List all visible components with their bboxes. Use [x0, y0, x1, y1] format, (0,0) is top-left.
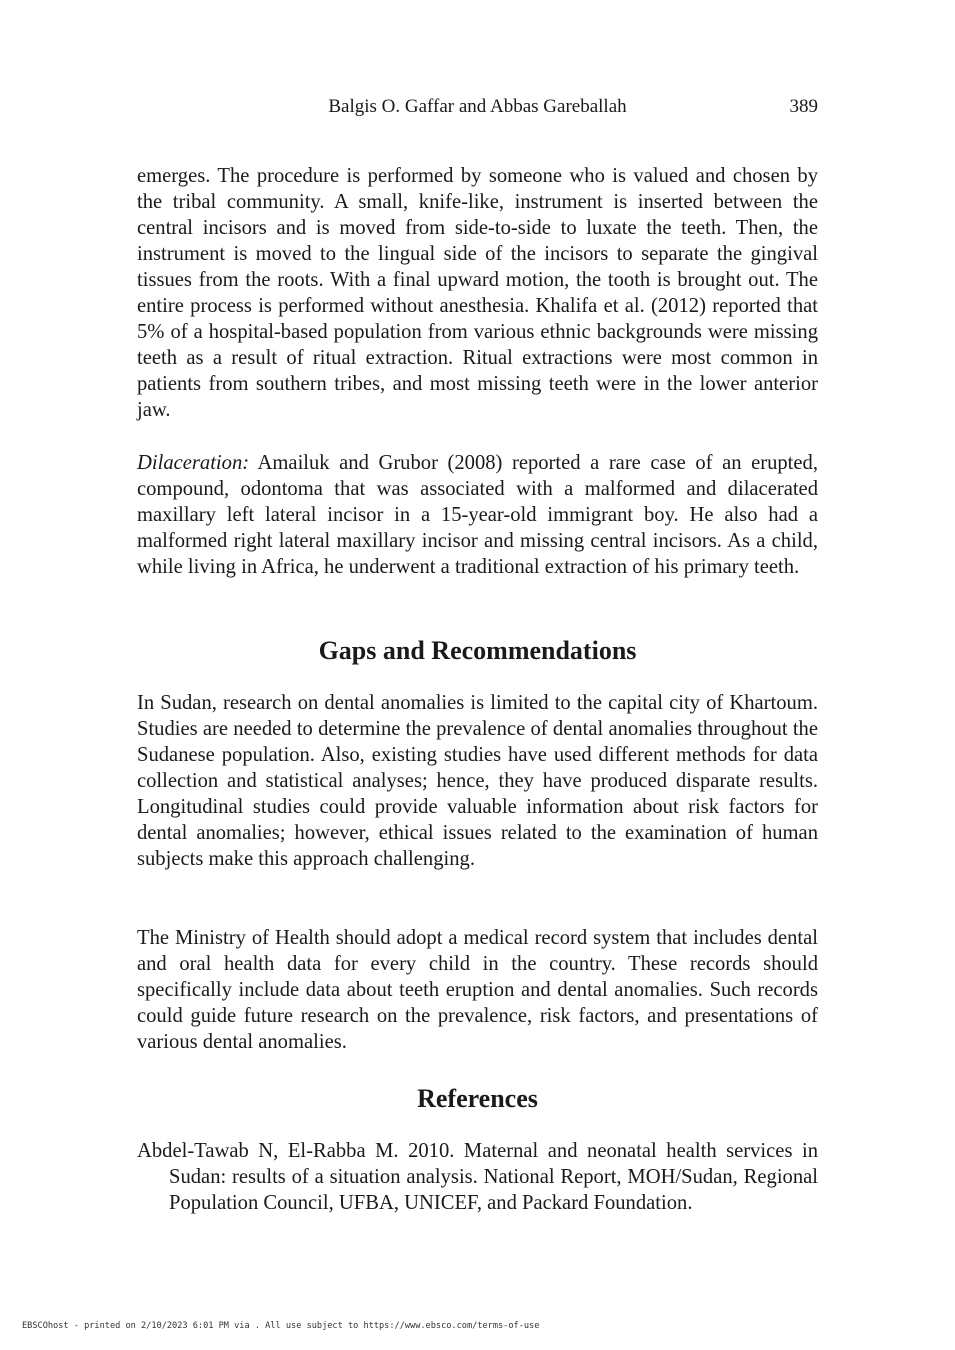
paragraph-sudan-research: In Sudan, research on dental anomalies is limited to the capital city of Khartoum. Studies are needed to determine the prevalence of dental anomalies throughout the Sudanese population. Also, existing studies have used different methods for data collection and statistical analyses; hence, they have produced disparate results. Longitudinal studies could provide valuable information about risk factors for dental anomalies; however, ethical issues related to the examination of human subjects make this approach challenging. [137, 692, 818, 870]
running-head [137, 96, 818, 120]
paragraph-dilaceration-text: Amailuk and Grubor (2008) reported a rare case of an erupted, compound, odontoma that was associated with a malformed and dilacerated maxillary left lateral incisor in a 15-year-old immigrant boy. He also had a malformed right lateral maxillary incisor and missing central incisors. As a child, while living in Africa, he underwent a traditional extraction of his primary teeth. [137, 452, 818, 578]
paragraph-ritual-extraction: emerges. The procedure is performed by someone who is valued and chosen by the tribal community. A small, knife-like, instrument is inserted between the central incisors and is moved from side-to-side to luxate the teeth. Then, the instrument is moved to the lingual side of the incisors to separate the gingival tissues from the roots. With a final upward motion, the tooth is brought out. The entire process is performed without anesthesia. Khalifa et al. (2012) reported that 5% of a hospital-based population from various ethnic backgrounds were missing teeth as a result of ritual extraction. Ritual extractions were most common in patients from southern tribes, and most missing teeth were in the lower anterior jaw. [137, 165, 818, 421]
ebsco-footer: EBSCOhost - printed on 2/10/2023 6:01 PM via . All use subject to https://www.ebsco.com/terms-of-use [22, 1321, 540, 1331]
heading-gaps-recommendations: Gaps and Recommendations [318, 636, 637, 665]
paragraph-ministry-health: The Ministry of Health should adopt a medical record system that includes dental and oral health data for every child in the country. These records should specifically include data about teeth eruption and dental anomalies. Such records could guide future research on the prevalence, risk factors, and presentations of various dental anomalies. [137, 927, 818, 1053]
heading-references: References [417, 1084, 538, 1113]
paragraph-dilaceration [137, 450, 818, 580]
running-head-authors: Balgis O. Gaffar and Abbas Gareballah [328, 96, 627, 117]
term-dilaceration: Dilaceration: [137, 452, 250, 474]
page-number: 389 [789, 96, 818, 117]
reference-entry: Abdel-Tawab N, El-Rabba M. 2010. Maternal and neonatal health services in Sudan: results of a situation analysis. National Report, MOH/Sudan, Regional Population Council, UFBA, UNICEF, and Packard Foundation. [137, 1140, 818, 1214]
